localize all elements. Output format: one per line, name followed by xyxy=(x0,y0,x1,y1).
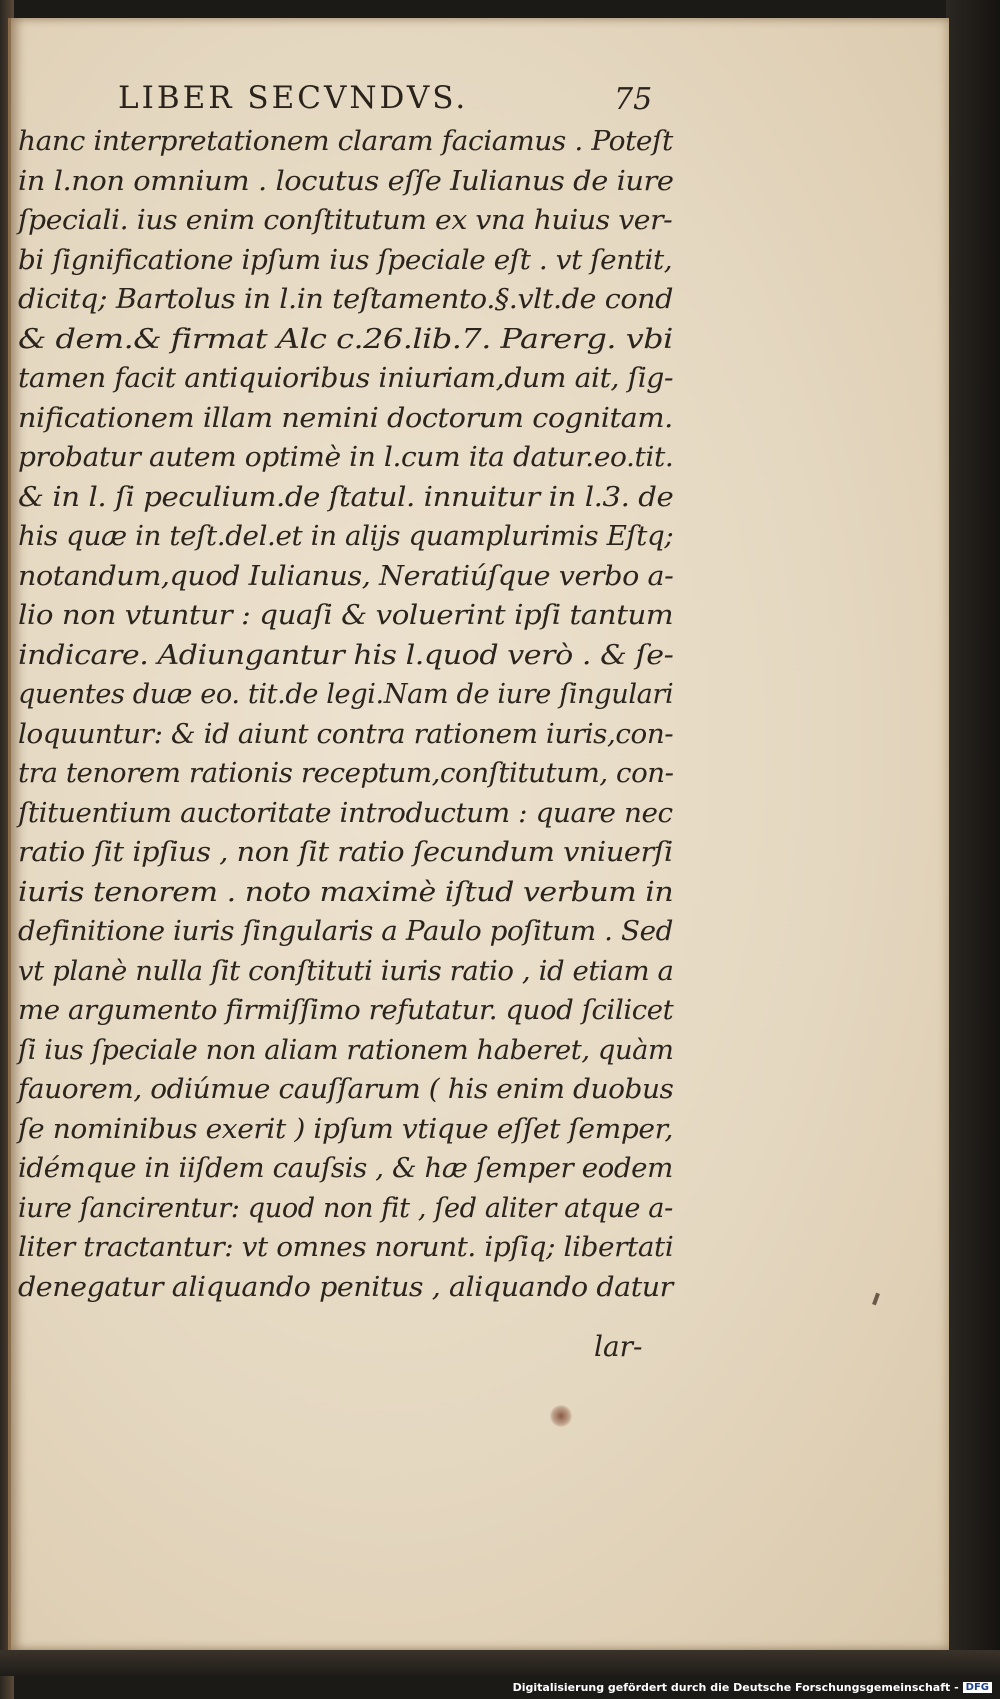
running-header: LIBER SECVNDVS. xyxy=(118,80,469,116)
text-line: probatur autem optimè in l.cum ita datur.eo.tit. xyxy=(18,442,674,473)
text-line: vt planè nulla ſit conſtituti iuris ratio , id etiam a xyxy=(18,955,674,987)
text-line: & in l. ſi peculium.de ſtatul. innuitur in l.3. de xyxy=(18,481,674,513)
text-line: loquuntur: & id aiunt contra rationem iuris,con- xyxy=(18,718,674,750)
text-line: ſe nominibus exerit ) ipſum vtique eſſet ſemper, xyxy=(18,1113,674,1145)
body-text xyxy=(18,122,698,1307)
scan-bottom-border xyxy=(0,1650,1000,1676)
dfg-logo: DFG xyxy=(963,1682,992,1693)
text-line: idémque in iiſdem cauſsis , & hæ ſemper eodem xyxy=(18,1153,673,1184)
catchword: lar- xyxy=(594,1330,643,1363)
text-line: ſpeciali. ius enim conſtitutum ex vna huius ver- xyxy=(18,205,673,236)
text-line: lio non vtuntur : quaſi & voluerint ipſi tantum xyxy=(18,600,674,631)
text-line: & dem.& firmat Alc c.26.lib.7. Parerg. vbi xyxy=(18,323,673,355)
text-line: indicare. Adiungantur his l.quod verò . & ſe- xyxy=(18,639,674,671)
scan-right-border xyxy=(946,0,1000,1676)
credit-text: Digitalisierung gefördert durch die Deutsche Forschungsgemeinschaft - xyxy=(512,1680,959,1694)
text-line: me argumento firmiſſimo refutatur. quod ſcilicet xyxy=(18,995,674,1026)
text-line: notandum,quod Iulianus, Neratiúſque verbo a- xyxy=(18,560,674,592)
text-line: his quæ in teſt.del.et in alijs quamplurimis Eſtq; xyxy=(18,521,674,552)
text-line: dicitq; Bartolus in l.in teſtamento.§.vlt.de cond xyxy=(18,284,674,315)
text-line: ſtituentium auctoritate introductum : quare nec xyxy=(18,797,673,829)
text-line: nificationem illam nemini doctorum cognitam. xyxy=(18,402,673,434)
text-line: definitione iuris ſingularis a Paulo poſitum . Sed xyxy=(18,916,673,947)
text-line: in l.non omnium . locutus eſſe Iulianus de iure xyxy=(18,165,674,197)
text-line: quentes duæ eo. tit.de legi.Nam de iure ſingulari xyxy=(18,679,674,710)
text-line: tra tenorem rationis receptum,conſtitutum, con- xyxy=(18,758,674,789)
text-line: bi ſignificatione ipſum ius ſpeciale eſt . vt ſentit, xyxy=(18,244,673,276)
text-line: iuris tenorem . noto maximè iſtud verbum in xyxy=(18,876,674,908)
text-line: hanc interpretationem claram faciamus . Poteſt xyxy=(18,126,673,157)
text-line: denegatur aliquando penitus , aliquando datur xyxy=(18,1271,673,1303)
page-number: 75 xyxy=(614,82,653,117)
paper-stain xyxy=(550,1405,572,1427)
digitization-credit xyxy=(513,1678,992,1696)
text-line: ratio ſit ipſius , non ſit ratio ſecundum vniuerſi xyxy=(18,837,673,868)
text-line: tamen facit antiquioribus iniuriam,dum ait, ſig- xyxy=(18,363,674,394)
text-line: liter tractantur: vt omnes norunt. ipſiq; libertati xyxy=(18,1232,674,1263)
text-line: ſi ius ſpeciale non aliam rationem haberet, quàm xyxy=(18,1034,674,1066)
text-line: iure ſancirentur: quod non fit , ſed aliter atque a- xyxy=(18,1192,673,1224)
text-line: fauorem, odiúmue cauſſarum ( his enim duobus xyxy=(18,1074,674,1105)
